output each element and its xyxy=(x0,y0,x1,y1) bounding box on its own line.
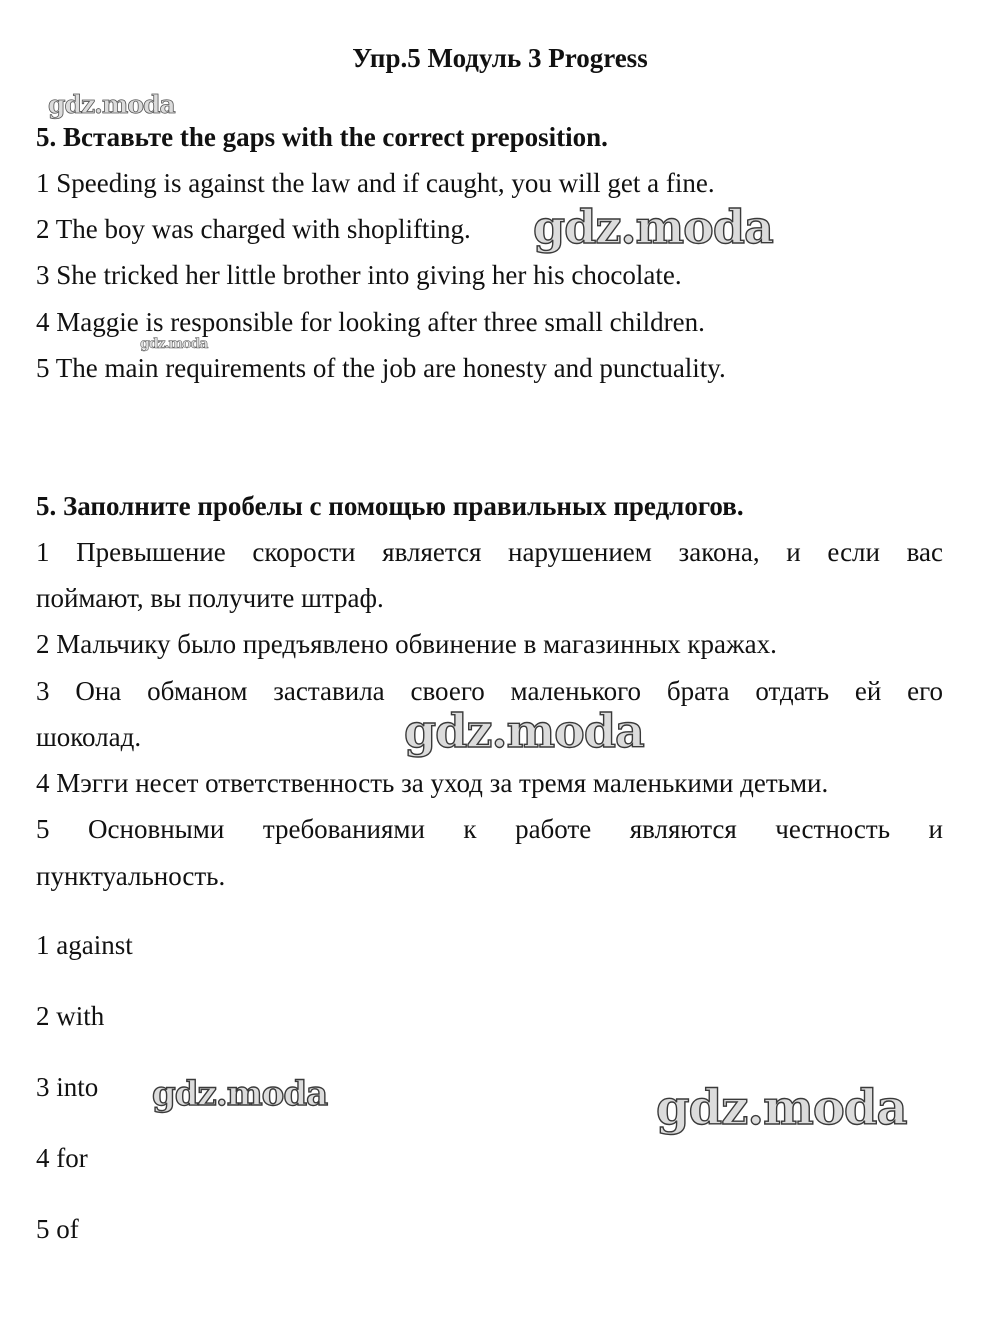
english-item-2: 2 The boy was charged with shoplifting. xyxy=(36,214,471,244)
russian-item-1-line-1: 1 Превышение скорости является нарушением закона, и если вас xyxy=(36,537,943,567)
watermark-small: gdz.moda xyxy=(140,336,208,352)
answer-5: 5 of xyxy=(36,1214,79,1244)
russian-item-5-line-1: 5 Основными требованиями к работе являются честность и xyxy=(36,814,943,844)
answer-3: 3 into xyxy=(36,1072,99,1102)
english-item-5: 5 The main requirements of the job are honesty and punctuality. xyxy=(36,353,726,383)
english-heading: 5. Вставьте the gaps with the correct preposition. xyxy=(36,122,608,152)
russian-item-3-line-2: шоколад. xyxy=(36,722,142,752)
english-item-3: 3 She tricked her little brother into giving her his chocolate. xyxy=(36,260,682,290)
english-item-1: 1 Speeding is against the law and if caught, you will get a fine. xyxy=(36,168,715,198)
russian-item-4: 4 Мэгги несет ответственность за уход за тремя маленькими детьми. xyxy=(36,768,829,798)
watermark-answers-left: gdz.moda xyxy=(152,1074,328,1114)
answer-1: 1 against xyxy=(36,930,133,960)
answer-2: 2 with xyxy=(36,1001,105,1031)
watermark-answers-right: gdz.moda xyxy=(656,1080,907,1136)
russian-item-3-line-1: 3 Она обманом заставила своего маленького брата отдать ей его xyxy=(36,676,943,706)
russian-item-5-line-2: пунктуальность. xyxy=(36,861,226,891)
watermark-russian: gdz.moda xyxy=(404,704,644,758)
watermark-top-left: gdz.moda xyxy=(48,90,175,119)
russian-item-2: 2 Мальчику было предъявлено обвинение в магазинных кражах. xyxy=(36,629,777,659)
russian-item-1-line-2: поймают, вы получите штраф. xyxy=(36,583,384,613)
english-item-4: 4 Maggie is responsible for looking after three small children. xyxy=(36,307,705,337)
watermark-english: gdz.moda xyxy=(533,200,773,254)
russian-heading: 5. Заполните пробелы с помощью правильных предлогов. xyxy=(36,491,744,521)
page-title: Упр.5 Модуль 3 Progress xyxy=(352,43,648,73)
answer-4: 4 for xyxy=(36,1143,88,1173)
